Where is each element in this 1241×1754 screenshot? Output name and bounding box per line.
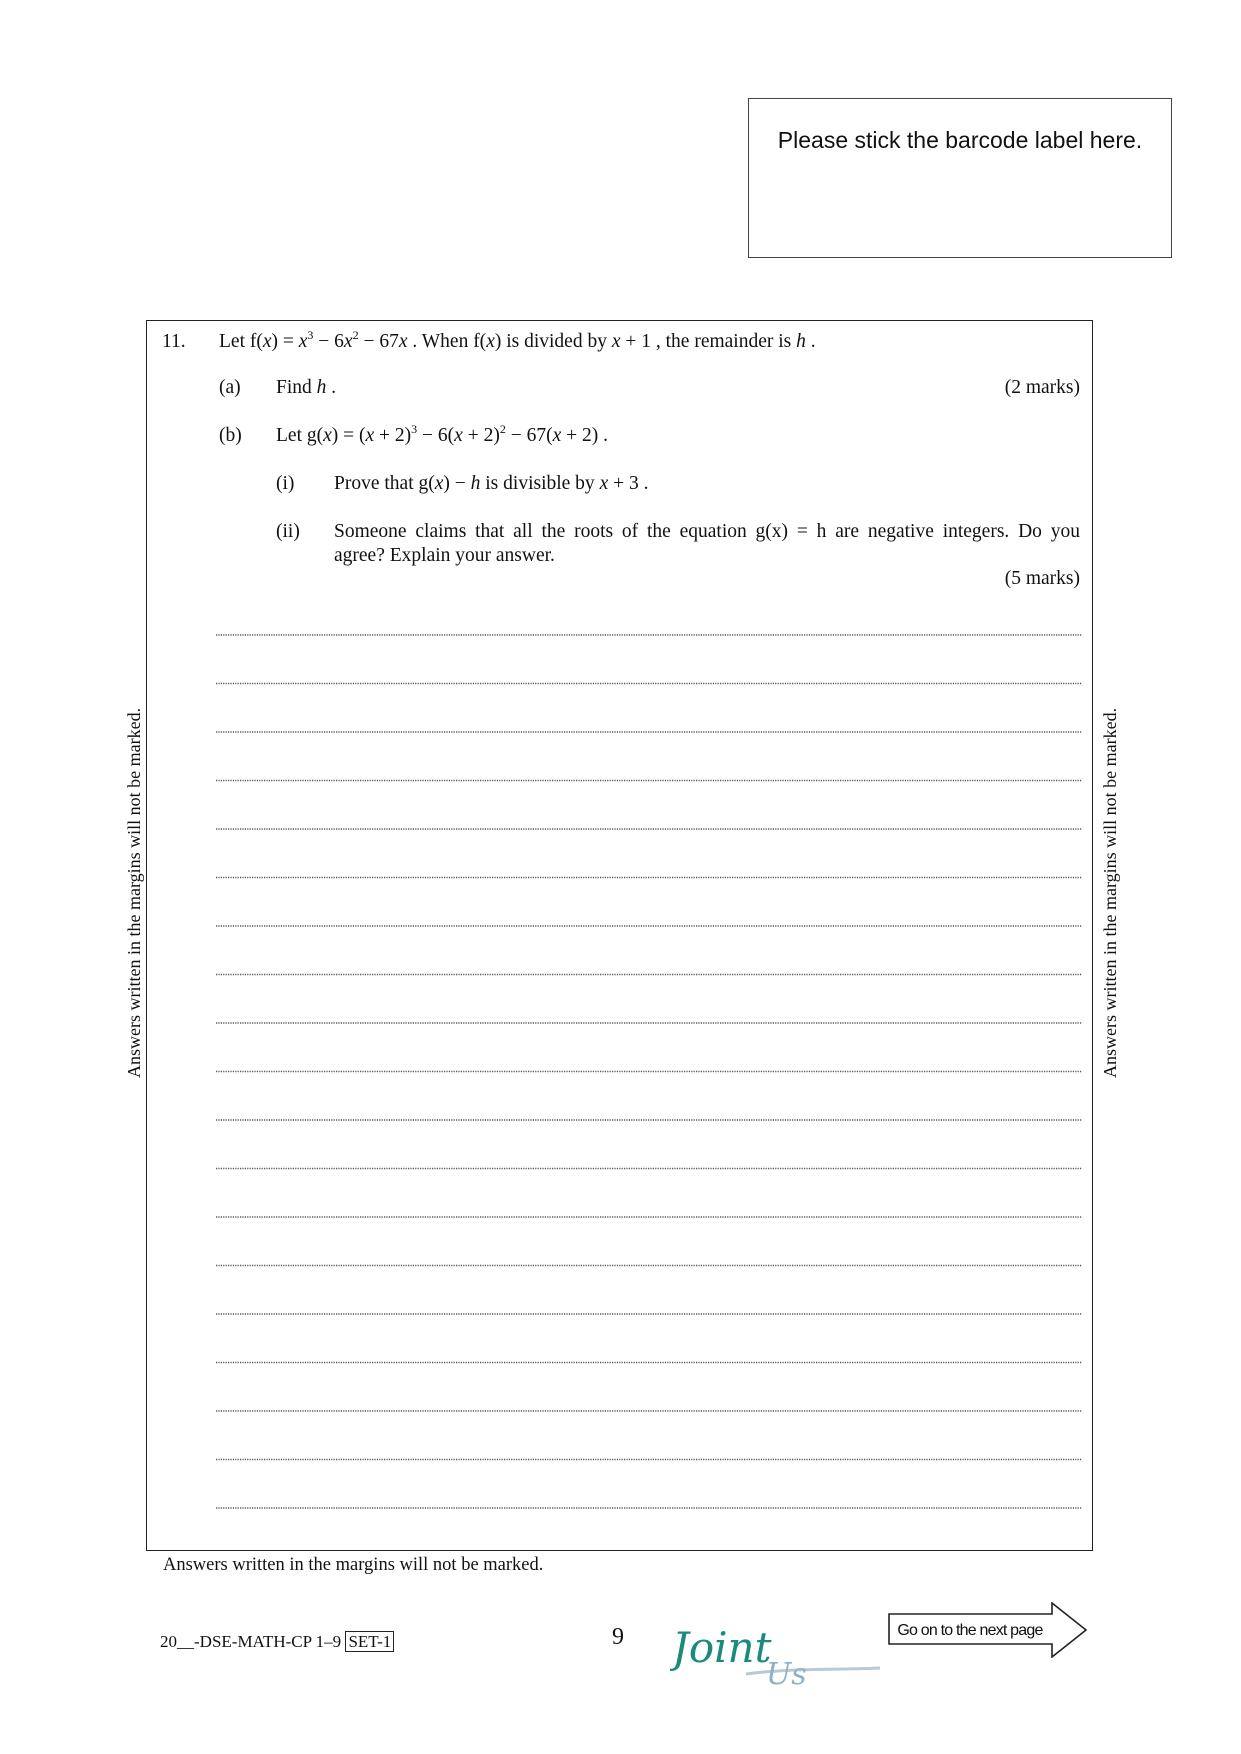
next-page-arrow[interactable] xyxy=(888,1602,1088,1658)
paper-code: 20__-DSE-MATH-CP 1–9 SET-1 xyxy=(160,1632,394,1652)
part-b-ii-text-line2: agree? Explain your answer. xyxy=(334,545,555,566)
part-b-marks: (5 marks) xyxy=(1004,568,1080,589)
part-b-i-label: (i) xyxy=(276,473,295,494)
part-b-text: Let $g(x) = (x + 2)^3 - 6(x + 2)^2 - 67(x + 2)$ . xyxy=(276,422,608,446)
left-margin-note: Answers written in the margins will not be marked. xyxy=(124,707,144,1078)
part-b-label: (b) xyxy=(219,425,242,446)
set-badge: SET-1 xyxy=(345,1631,394,1652)
question-number: 11. xyxy=(162,331,186,352)
jointus-logo xyxy=(670,1622,890,1692)
logo-word-us: Us xyxy=(766,1657,807,1692)
part-a-label: (a) xyxy=(219,377,241,398)
part-b-i-text: Prove that g(x) − h is divisible by x + 3 . xyxy=(334,473,649,494)
answer-lines xyxy=(216,0,1082,1754)
part-a-marks: (2 marks) xyxy=(1004,377,1080,398)
logo-word-joint: Joint xyxy=(672,1623,772,1672)
page-number: 9 xyxy=(612,1624,624,1650)
part-b-ii-label: (ii) xyxy=(276,521,300,542)
part-a-text: Find h . xyxy=(276,377,337,398)
next-page-label: Go on to the next page xyxy=(897,1622,1043,1639)
part-b-ii-text-line1: Someone claims that all the roots of the equation g(x) = h are negative integers. Do you xyxy=(334,521,1080,542)
question-stem: Let $f(x) = x^3 - 6x^2 - 67x$ . When f(x) is divided by x + 1 , the remainder is h . xyxy=(219,328,816,352)
bottom-margin-note: Answers written in the margins will not be marked. xyxy=(163,1555,544,1575)
barcode-instruction: Please stick the barcode label here. xyxy=(777,127,1143,153)
right-margin-note: Answers written in the margins will not be marked. xyxy=(1100,707,1120,1078)
